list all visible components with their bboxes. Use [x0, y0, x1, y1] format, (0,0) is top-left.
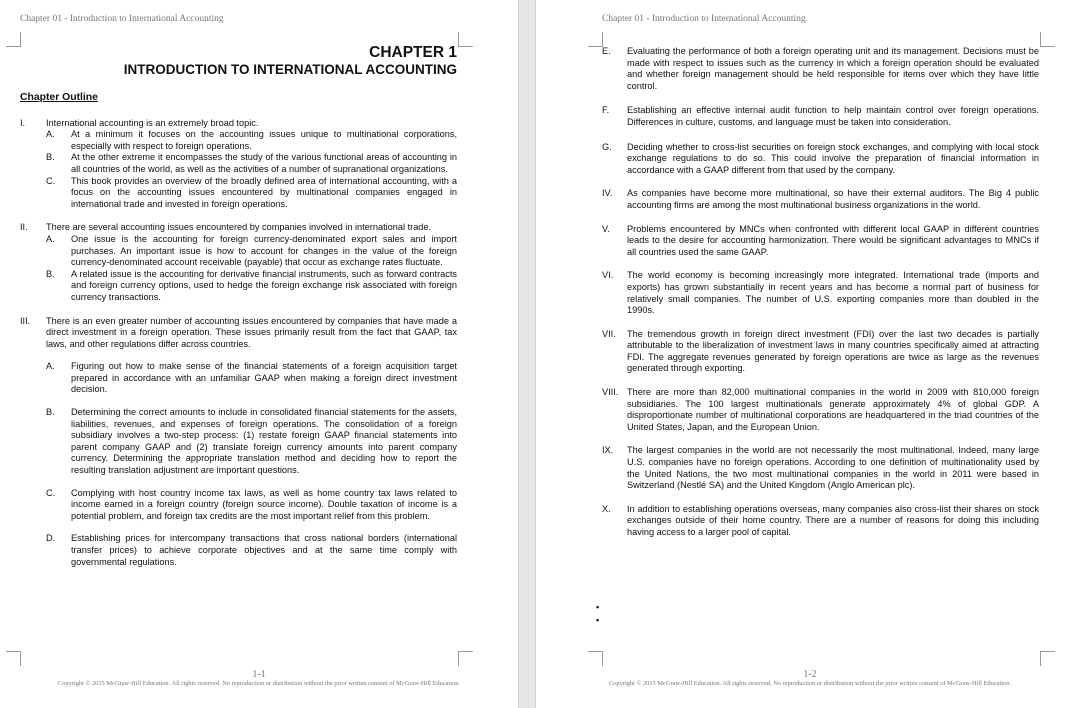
- item-text: Figuring out how to make sense of the financial statements of a foreign acquisition target prepared in accordance with an unfamiliar GAAP when making a foreign direct investment decision.: [71, 361, 457, 395]
- item-label: A.: [46, 233, 55, 244]
- item-label: A.: [46, 361, 55, 372]
- margin-mark: [1040, 651, 1055, 666]
- outline-item: [20, 176, 457, 211]
- item-label: C.: [46, 487, 56, 498]
- chapter-title: CHAPTER 1: [369, 44, 457, 61]
- margin-mark: [1040, 32, 1055, 47]
- item-text: At the other extreme it encompasses the study of the various functional areas of accounting in all countries of the world, as well as the activities of a number of supranational organizations.: [71, 152, 457, 174]
- item-label: G.: [602, 141, 612, 152]
- item-label: III.: [20, 315, 31, 326]
- item-label: C.: [46, 175, 56, 186]
- item-label: I.: [20, 117, 26, 128]
- item-text: Problems encountered by MNCs when confronted with different local GAAP in different countries leads to the desire for accounting harmonization. There would be significant advantages to MNCs if all countries used the same GAAP.: [627, 223, 1039, 257]
- page-body: [20, 44, 457, 568]
- item-text: There are several accounting issues encountered by companies involved in international trade.: [46, 222, 432, 233]
- item-label: B.: [46, 152, 55, 163]
- margin-mark: [458, 32, 473, 47]
- chapter-subtitle: INTRODUCTION TO INTERNATIONAL ACCOUNTING: [123, 62, 457, 77]
- outline-item: [20, 488, 457, 523]
- item-label: A.: [46, 129, 55, 140]
- item-text: There are more than 82,000 multinational companies in the world in 2009 with 810,000 foreign subsidiaries. The 100 largest multinationals generate approximately 4% of global GDP. A disproportionate number of multinational corporations are headquartered in the triad countries of the United States, Japan, and the European Union.: [627, 387, 1039, 432]
- margin-mark: [6, 32, 21, 47]
- item-label: D.: [46, 533, 56, 544]
- outline-item: [602, 46, 1039, 92]
- item-text: Complying with host country income tax laws, as well as home country tax laws related to income earned in a foreign country (foreign source income). Double taxation of income is a potential problem, and foreign tax credits are the most important relief from this problem.: [71, 487, 457, 521]
- outline-item: [602, 188, 1039, 211]
- outline-item: [20, 407, 457, 477]
- item-text: In addition to establishing operations overseas, many companies also cross-list their shares on stock exchanges outside of their home country. There are a number of reasons for doing this including having access to a larger pool of capital.: [627, 503, 1039, 537]
- outline-item: [602, 329, 1039, 375]
- margin-mark: [588, 651, 603, 666]
- outline-item: [20, 533, 457, 568]
- item-label: VIII.: [602, 387, 619, 398]
- item-text: The world economy is becoming increasingly more integrated. International trade (imports and exports) has grown substantially in recent years and has become a normal part of business for relatively small companies. The number of U.S. exporting companies more than doubled in the 1990s.: [627, 270, 1039, 316]
- item-label: VII.: [602, 328, 616, 339]
- item-label: VI.: [602, 270, 614, 281]
- outline-item: [20, 152, 457, 175]
- item-label: IX.: [602, 445, 614, 456]
- outline-item: [20, 316, 457, 351]
- item-text: One issue is the accounting for foreign currency-denominated export sales and import purchases. An important issue is how to account for changes in the value of the foreign currency-denominated account receivable (payable) that occur as exchange rates fluctuate.: [71, 233, 457, 268]
- outline-item: [602, 142, 1039, 177]
- outline-heading: Chapter Outline: [20, 92, 98, 103]
- page-footer: [0, 669, 518, 688]
- item-text: A related issue is the accounting for derivative financial instruments, such as forward contracts and foreign currency options, used to hedge the foreign exchange risk associated with foreign currency transactions.: [71, 268, 457, 302]
- margin-mark: [458, 651, 473, 666]
- page-number: 1-2: [803, 669, 817, 680]
- outline-item: [20, 269, 457, 304]
- item-text: As companies have become more multinational, so have their external auditors. The Big 4 public accounting firms are among the most multinational business organizations in the world.: [627, 188, 1039, 210]
- item-text: Determining the correct amounts to include in consolidated financial statements for the assets, liabilities, revenues, and expenses of foreign operations. The consolidation of a foreign subsidiary involves a two-step process: (1) restate foreign GAAP financial statements into parent company GAAP and (2) translate foreign currency amounts into parent company currency. Determining the appropriate translation method and deciding how to report the resulting translation adjustment are important questions.: [71, 407, 457, 476]
- document-page-2[interactable]: [535, 0, 1084, 708]
- document-page-1[interactable]: [0, 0, 519, 708]
- outline-item: [20, 234, 457, 269]
- item-text: Deciding whether to cross-list securities on foreign stock exchanges, and complying with local stock exchange regulations to do so. This could involve the preparation of financial information in accordance with a GAAP different from that used by the company.: [627, 141, 1039, 175]
- item-text: Evaluating the performance of both a foreign operating unit and its management. Decisions must be made with respect to issues such as the currency in which a foreign operation should be evaluated and whether foreign management should be held responsible for items over which they have little control.: [627, 46, 1039, 91]
- item-label: B.: [46, 407, 55, 418]
- item-text: This book provides an overview of the broadly defined area of international accounting, with a focus on the accounting issues encountered by multinational companies engaged in international trade and invested in foreign operations.: [71, 175, 457, 209]
- copyright-notice: Copyright © 2015 McGraw-Hill Education. All rights reserved. No reproduction or distribution without the prior written consent of McGraw-Hill Education.: [57, 680, 461, 687]
- bullet-glyph: ▪: [596, 602, 600, 612]
- outline-item: [602, 445, 1039, 491]
- item-text: International accounting is an extremely broad topic.: [46, 117, 259, 128]
- outline-item: [602, 270, 1039, 316]
- copyright-notice: Copyright © 2015 McGraw-Hill Education. All rights reserved. No reproduction or distribution without the prior written consent of McGraw-Hill Education.: [608, 680, 1012, 687]
- outline-item: [20, 118, 457, 130]
- item-label: V.: [602, 223, 610, 234]
- item-text: Establishing prices for intercompany transactions that cross national borders (international transfer prices) to achieve corporate objectives and at the same time comply with governmental regulations.: [71, 533, 457, 567]
- item-label: IV.: [602, 188, 613, 199]
- outline-item: [602, 224, 1039, 259]
- item-label: F.: [602, 105, 610, 116]
- item-text: The tremendous growth in foreign direct investment (FDI) over the last two decades is partially attributable to the liberalization of investment laws in many countries specifically aimed at attracting FDI. The aggregate revenues generated by foreign operations are twice as large as the revenues generated through exporting.: [627, 328, 1039, 374]
- outline-item: [602, 504, 1039, 539]
- item-label: E.: [602, 46, 611, 56]
- bullet-glyph: ▪: [596, 615, 600, 625]
- item-text: Establishing an effective internal audit function to help maintain control over foreign operations. Differences in culture, customs, and language must be taken into consideration.: [627, 105, 1039, 127]
- page-body: [602, 46, 1039, 539]
- item-text: The largest companies in the world are not necessarily the most multinational. Indeed, many large U.S. companies have no foreign operations. According to one definition of multinationality used by the United Nations, the two most multinational companies in the world in 2011 were based in Switzerland (Nestlé SA) and the United Kingdom (Anglo American plc).: [627, 445, 1039, 491]
- page-number: 1-1: [252, 669, 266, 680]
- outline-item: [20, 361, 457, 396]
- outline-item: [602, 387, 1039, 433]
- page-footer: [536, 669, 1084, 688]
- item-text: At a minimum it focuses on the accounting issues unique to multinational corporations, especially with respect to foreign operations.: [71, 129, 457, 151]
- outline-item: [20, 129, 457, 152]
- page-header: Chapter 01 - Introduction to International Accounting: [20, 14, 224, 24]
- outline-item: [20, 222, 457, 234]
- item-text: There is an even greater number of accounting issues encountered by companies that have made a direct investment in a foreign operation. These issues primarily result from the fact that GAAP, tax laws, and other regulations differ across countries.: [46, 315, 457, 349]
- margin-mark: [588, 32, 603, 47]
- item-label: X.: [602, 503, 611, 514]
- item-label: II.: [20, 222, 28, 233]
- margin-mark: [6, 651, 21, 666]
- outline-item: [602, 105, 1039, 128]
- page-header: Chapter 01 - Introduction to International Accounting: [602, 14, 806, 24]
- item-label: B.: [46, 268, 55, 279]
